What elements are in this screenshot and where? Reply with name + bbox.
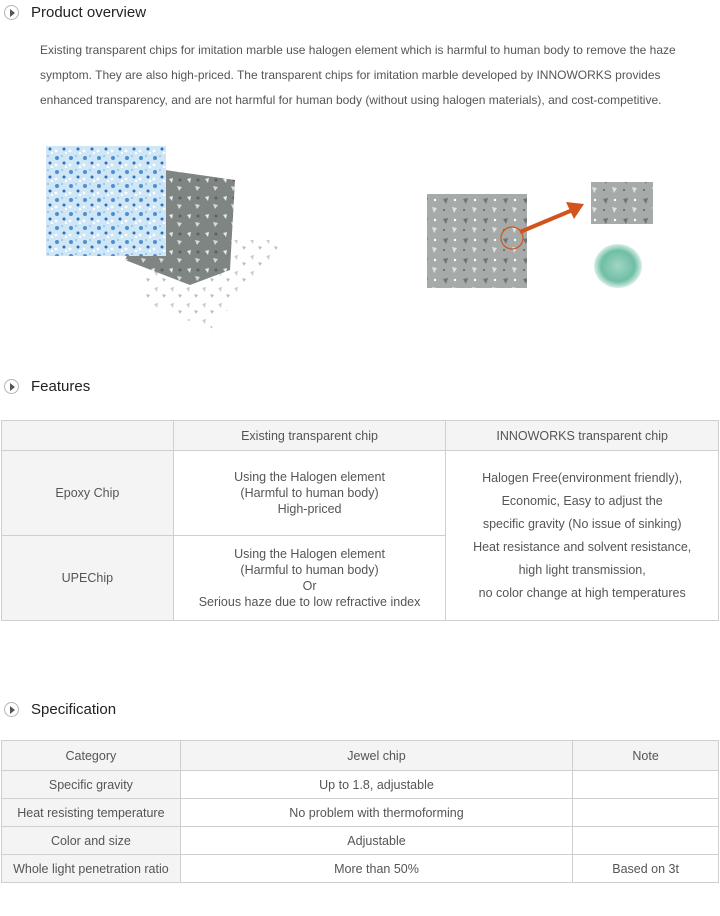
features-header (4, 378, 90, 395)
feature-line: (Harmful to human body) (240, 563, 379, 577)
feature-line: specific gravity (No issue of sinking) (482, 516, 682, 531)
chip-stack-image (40, 140, 300, 340)
spec-col-note: Note (573, 741, 719, 771)
feature-existing-upe (173, 536, 446, 621)
spec-note: Based on 3t (573, 855, 719, 883)
specification-title: Specification (31, 701, 117, 718)
spec-value: Adjustable (180, 827, 572, 855)
feature-line: Using the Halogen element (234, 547, 385, 561)
spec-note (573, 799, 719, 827)
spec-value: More than 50% (180, 855, 572, 883)
spec-value: Up to 1.8, adjustable (180, 771, 572, 799)
feature-line: high light transmission, (518, 562, 646, 577)
play-bullet-icon (4, 379, 19, 394)
overview-title: Product overview (31, 4, 147, 21)
chip-sample-image (420, 175, 660, 295)
features-table (1, 420, 719, 621)
feature-existing-epoxy (173, 451, 446, 536)
table-row (2, 451, 719, 536)
features-col-existing: Existing transparent chip (173, 421, 446, 451)
table-row (2, 771, 719, 799)
features-header-row (2, 421, 719, 451)
overview-header (4, 4, 146, 21)
spec-category: Heat resisting temperature (2, 799, 181, 827)
overview-text: Existing transparent chips for imitation marble use halogen element which is harmful to human body to remove the haze symptom. They are also high-priced. The transparent chips for imitation marble developed by INNOWORKS provides enhanced transparency, and are not harmful for human body (without using halogen materials), and cost-competitive. (40, 43, 676, 107)
spec-header-row (2, 741, 719, 771)
play-bullet-icon (4, 5, 19, 20)
feature-line: Or (302, 579, 317, 593)
features-col-empty (2, 421, 174, 451)
table-row (2, 799, 719, 827)
table-row (2, 827, 719, 855)
feature-line: no color change at high temperatures (478, 585, 686, 600)
feature-innoworks-cell (446, 451, 719, 621)
feature-line: Serious haze due to low refractive index (198, 595, 421, 609)
features-col-innoworks: INNOWORKS transparent chip (446, 421, 719, 451)
feature-line: Using the Halogen element (234, 470, 385, 484)
spec-note (573, 771, 719, 799)
table-row (2, 855, 719, 883)
feature-line: Heat resistance and solvent resistance, (473, 539, 692, 554)
feature-line: Economic, Easy to adjust the (501, 493, 663, 508)
features-title: Features (31, 378, 91, 395)
spec-category: Specific gravity (2, 771, 181, 799)
spec-col-category: Category (2, 741, 181, 771)
feature-line: (Harmful to human body) (240, 486, 379, 500)
spec-value: No problem with thermoforming (180, 799, 572, 827)
feature-label-epoxy: Epoxy Chip (2, 451, 174, 536)
spec-note (573, 827, 719, 855)
feature-line: High-priced (277, 502, 342, 516)
spec-category: Color and size (2, 827, 181, 855)
feature-label-upe: UPEChip (2, 536, 174, 621)
feature-line: Halogen Free(environment friendly), (482, 470, 683, 485)
overview-paragraph (40, 38, 700, 113)
spec-category: Whole light penetration ratio (2, 855, 181, 883)
spec-col-jewel: Jewel chip (180, 741, 572, 771)
specification-header (4, 701, 116, 718)
specification-table (1, 740, 719, 883)
play-bullet-icon (4, 702, 19, 717)
